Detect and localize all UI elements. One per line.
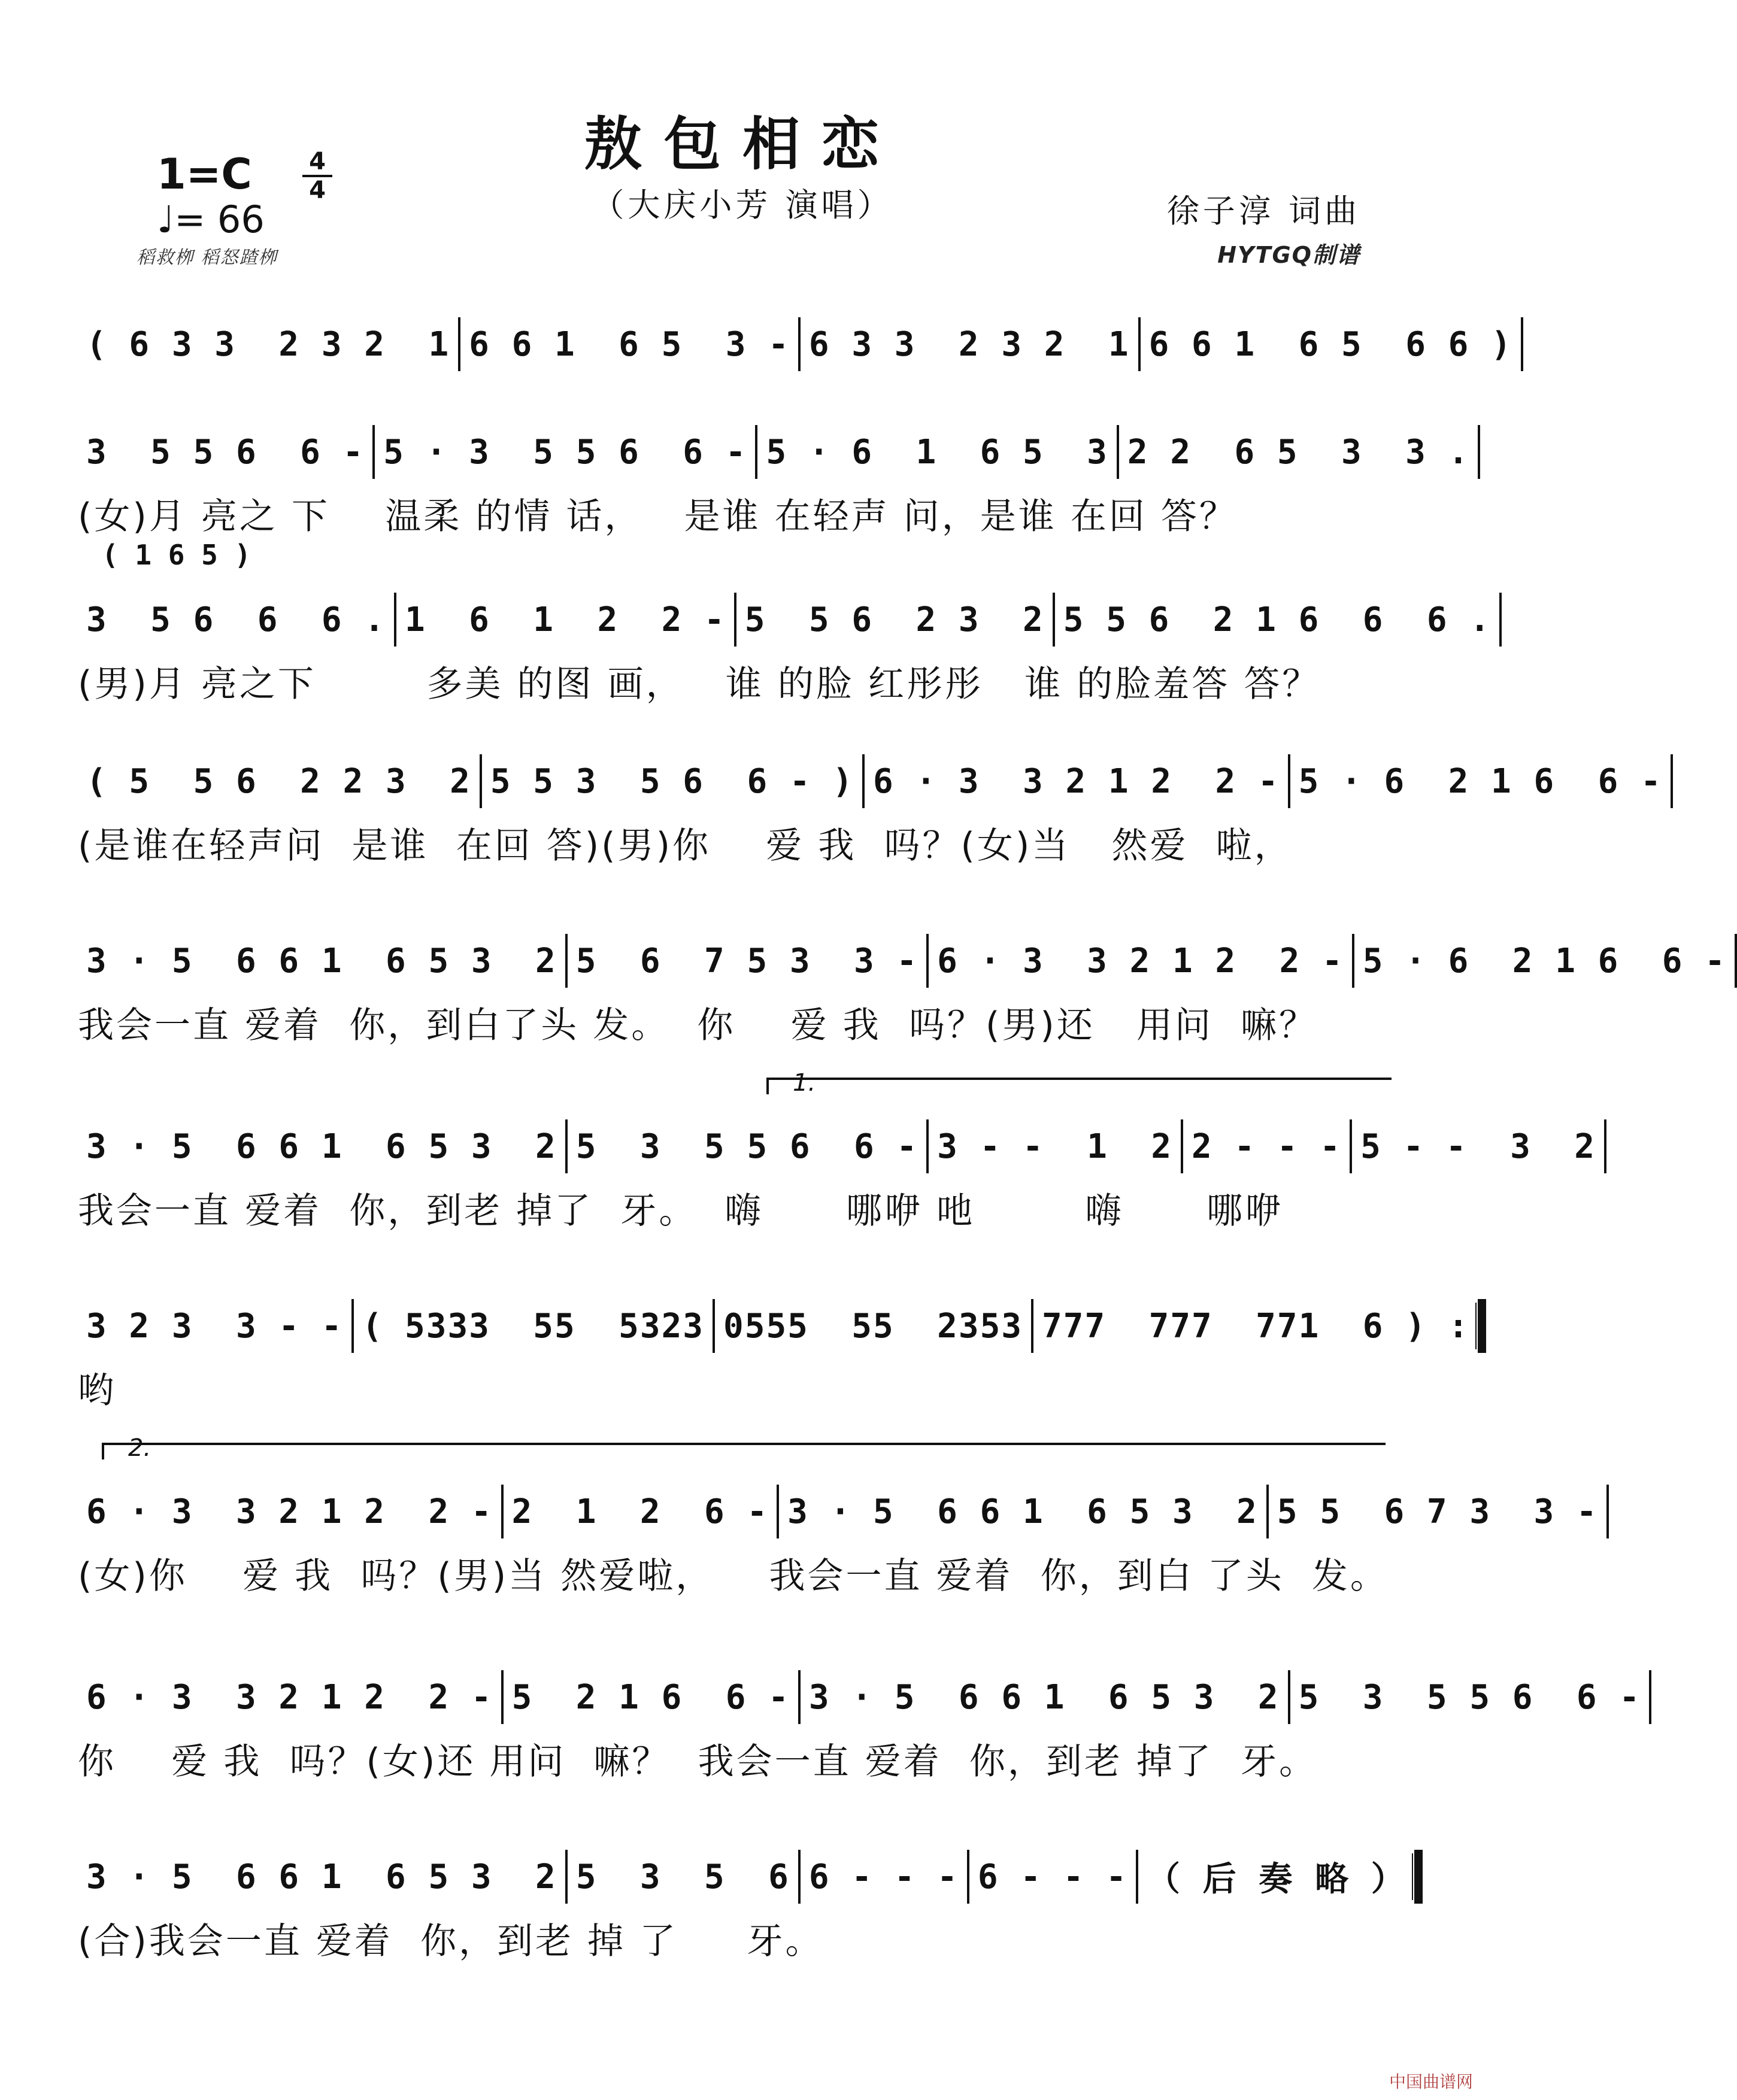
measure: 6 3 3 2 3 2 1: [808, 324, 1130, 364]
measure: 5 3 5 5 6 6 -: [1298, 1677, 1641, 1717]
measure: 2 2 6 5 3 3 .: [1127, 432, 1470, 472]
notation-line: [78, 1479, 1598, 1544]
measure: 3 · 5 6 6 1 6 5 3 2: [86, 1127, 557, 1166]
barline: [1478, 1299, 1486, 1353]
measure: 5 · 6 2 1 6 6 -: [1298, 761, 1662, 801]
lyrics-line: 哟: [78, 1370, 116, 1412]
lyrics-line: (是谁在轻声问 是谁 在回 答)(男)你 爱 我 吗？(女)当 然爱 啦，: [78, 825, 1293, 867]
lyrics-line: 我会一直 爱着 你，到老 掉了 牙。 嗨 哪咿 吔 嗨 哪咿: [78, 1190, 1284, 1232]
tempo-mark: ♩= 66: [157, 198, 265, 241]
measure: 5 · 3 5 5 6 6 -: [383, 432, 747, 472]
measure: 6 - - -: [977, 1857, 1127, 1896]
measure: 5 2 1 6 6 -: [511, 1677, 790, 1717]
measure: 5 5 6 7 3 3 -: [1277, 1492, 1598, 1531]
lyrics-line: (男)月 亮之下 多美 的图 画， 谁 的脸 红彤彤 谁 的脸羞答 答？: [78, 663, 1321, 705]
measure: 5 3 5 5 6 6 -: [575, 1127, 918, 1166]
measure: 5 · 6 2 1 6 6 -: [1362, 941, 1726, 981]
measure: 6 · 3 3 2 1 2 2 -: [937, 941, 1344, 981]
measure: 5 - - 3 2: [1360, 1127, 1596, 1166]
notation-line: [78, 419, 1470, 485]
volta-bracket: 2.: [102, 1443, 1386, 1459]
measure: 3 · 5 6 6 1 6 5 3 2: [86, 1857, 557, 1896]
lyrics-line: 我会一直 爱着 你，到白了头 发。 你 爱 我 吗？(男)还 用问 嘛？: [78, 1005, 1318, 1046]
measure: 777 777 771 6 ) :: [1042, 1306, 1470, 1346]
measure: ( 5333 55 5323: [362, 1306, 705, 1346]
lyrics-line: (女)月 亮之 下 温柔 的情 话， 是谁 在轻声 问，是谁 在回 答？: [78, 496, 1238, 538]
measure: 5 3 5 6: [575, 1857, 790, 1896]
measure: 3 · 5 6 6 1 6 5 3 2: [86, 941, 557, 981]
time-signature: [302, 150, 332, 202]
lyrics-line: 你 爱 我 吗？(女)还 用问 嘛？ 我会一直 爱着 你，到老 掉了 牙。: [78, 1741, 1318, 1783]
song-subtitle: （大庆小芳 演唱）: [592, 186, 893, 224]
barline: [1478, 425, 1480, 479]
measure: 3 - - 1 2: [937, 1127, 1173, 1166]
key-signature: 1=C: [157, 150, 252, 199]
measure: 6 · 3 3 2 1 2 2 -: [86, 1677, 493, 1717]
measure: 5 5 3 5 6 6 - ): [490, 761, 854, 801]
measure: 5 5 6 2 1 6 6 6 .: [1063, 600, 1492, 639]
notation-line: [78, 1664, 1641, 1730]
composer-credit: 徐子淳 词曲: [1166, 192, 1360, 230]
measure: 3 5 5 6 6 -: [86, 432, 365, 472]
measure: 6 · 3 3 2 1 2 2 -: [86, 1492, 493, 1531]
notation-line: [78, 748, 1662, 814]
measure: 0555 55 2353: [723, 1306, 1023, 1346]
volta-bracket: 1.: [766, 1078, 1392, 1094]
barline: [1521, 317, 1523, 371]
notation-line: [78, 1293, 1470, 1359]
notation-line: [78, 1844, 1406, 1910]
notation-line: [78, 1113, 1596, 1179]
measure: 3 · 5 6 6 1 6 5 3 2: [808, 1677, 1280, 1717]
song-title: 敖包相恋: [584, 111, 901, 178]
measure: 5 5 6 2 3 2: [744, 600, 1044, 639]
barline: [1606, 1485, 1609, 1538]
barline: [1671, 754, 1673, 808]
barline: [1414, 1850, 1423, 1904]
measure: 6 6 1 6 5 6 6 ): [1148, 324, 1512, 364]
barline: [1649, 1670, 1651, 1724]
barline: [1604, 1119, 1606, 1173]
measure: 6 6 1 6 5 3 -: [469, 324, 790, 364]
arranger-credit: HYTGQ制谱: [1217, 242, 1360, 268]
measure: 5 6 7 5 3 3 -: [575, 941, 918, 981]
site-watermark: 中国曲谱网: [1389, 2072, 1473, 2092]
measure: 2 - - -: [1192, 1127, 1342, 1166]
lyrics-line: (合)我会一直 爱着 你，到老 掉 了 牙。: [78, 1920, 824, 1962]
measure: 3 5 6 6 6 .: [86, 600, 386, 639]
notation-line: [78, 928, 1726, 994]
measure: ( 6 3 3 2 3 2 1: [86, 324, 450, 364]
measure: 1 6 1 2 2 -: [405, 600, 726, 639]
barline: [1499, 593, 1502, 647]
barline: [1735, 934, 1737, 988]
measure: 6 - - -: [808, 1857, 959, 1896]
notation-line: [78, 311, 1512, 377]
smudged-text: 稻救栁 稻怒蹅栁: [137, 247, 278, 268]
lyrics-line: (女)你 爱 我 吗？(男)当 然爱啦， 我会一直 爱着 你，到白 了头 发。: [78, 1555, 1389, 1597]
meter-top: 4: [309, 148, 326, 175]
measure: ( 5 5 6 2 2 3 2: [86, 761, 471, 801]
measure: （ 后 奏 略 ）: [1146, 1860, 1406, 1899]
measure: 5 · 6 1 6 5 3: [766, 432, 1108, 472]
notation-line: [78, 587, 1492, 653]
measure: 3 2 3 3 - -: [86, 1306, 343, 1346]
measure: 3 · 5 6 6 1 6 5 3 2: [787, 1492, 1258, 1531]
measure: 2 1 2 6 -: [511, 1492, 769, 1531]
meter-bottom: 4: [309, 177, 326, 204]
harmony-line: ( 1 6 5 ): [102, 539, 251, 571]
measure: 6 · 3 3 2 1 2 2 -: [873, 761, 1280, 801]
